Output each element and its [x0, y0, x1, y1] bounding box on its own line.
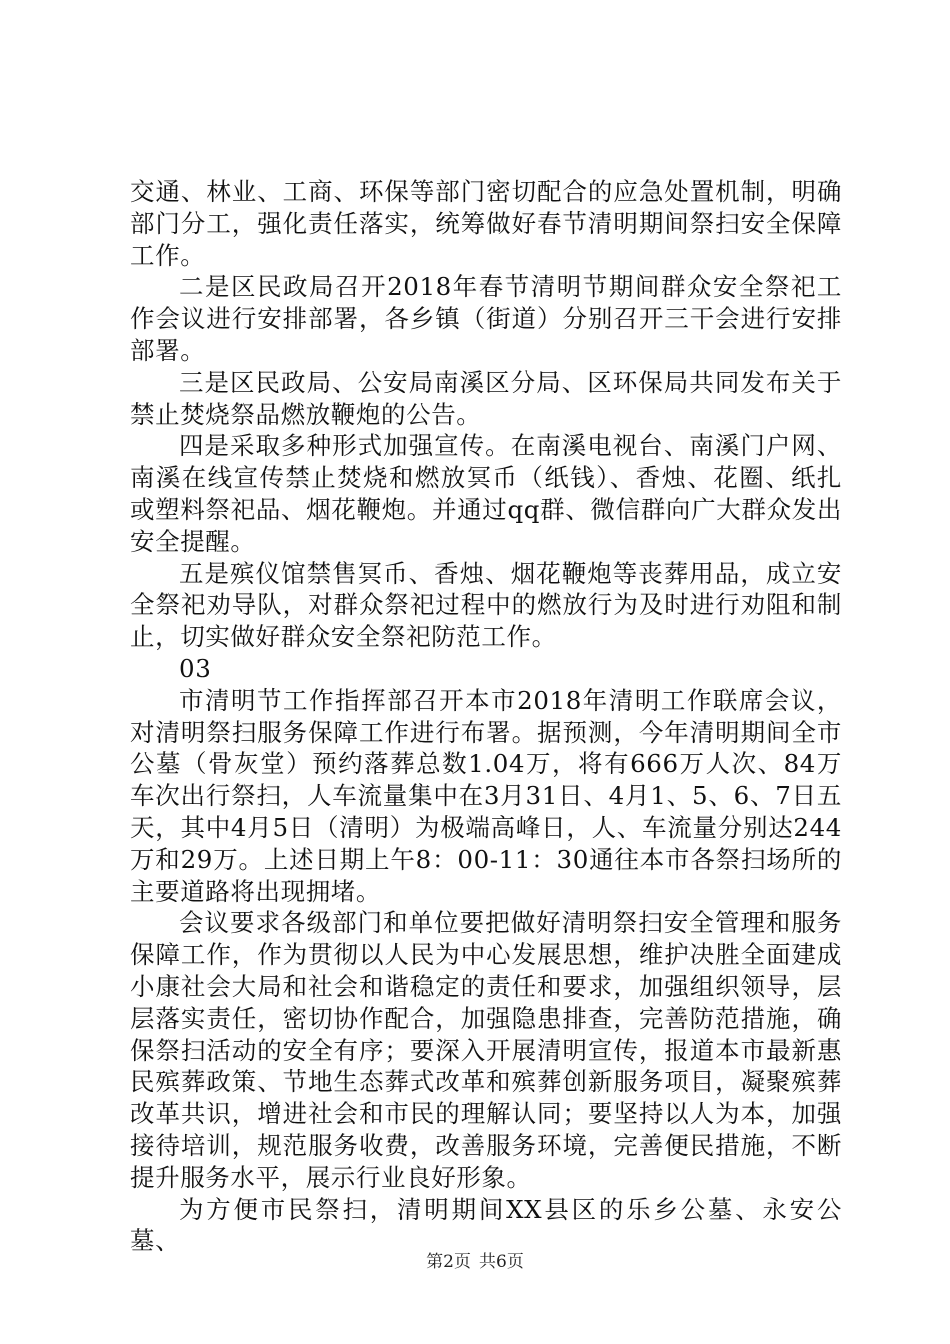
paragraph-3: 三是区民政局、公安局南溪区分局、区环保局共同发布关于禁止焚烧祭品燃放鞭炮的公告。	[130, 367, 842, 429]
page-footer	[0, 1247, 950, 1272]
paragraph-2: 二是区民政局召开2018年春节清明节期间群众安全祭祀工作会议进行安排部署，各乡镇（街道）分别召开三干会进行安排部署。	[130, 272, 842, 365]
paragraph-4: 四是采取多种形式加强宣传。在南溪电视台、南溪门户网、南溪在线宣传禁止焚烧和燃放冥币（纸钱）、香烛、花圈、纸扎或塑料祭祀品、烟花鞭炮。并通过qq群、微信群向广大群众发出安全提醒。	[130, 431, 842, 556]
paragraph-1: 交通、林业、工商、环保等部门密切配合的应急处置机制，明确部门分工，强化责任落实，统筹做好春节清明期间祭扫安全保障工作。	[130, 177, 842, 270]
paragraph-8: 为方便市民祭扫，清明期间XX县区的乐乡公墓、永安公墓、	[130, 1194, 842, 1256]
paragraph-5: 五是殡仪馆禁售冥币、香烛、烟花鞭炮等丧葬用品，成立安全祭祀劝导队，对群众祭祀过程中的燃放行为及时进行劝阻和制止，切实做好群众安全祭祀防范工作。	[130, 558, 842, 652]
page-number: 第2页	[426, 1252, 471, 1272]
paragraph-6: 市清明节工作指挥部召开本市2018年清明工作联席会议，对清明祭扫服务保障工作进行布署。据预测，今年清明期间全市公墓（骨灰堂）预约落葬总数1.04万，将有666万人次、84万车次出行祭扫，人车流量集中在3月31日、4月1、5、6、7日五天，其中4月5日（清明）为极端高峰日，人、车流量分别达244万和29万。上述日期上午8：00-11：30通往本市各祭扫场所的主要道路将出现拥堵。	[130, 685, 842, 906]
section-number: 03	[179, 653, 212, 683]
page-total: 共6页	[479, 1252, 524, 1272]
body-text	[130, 176, 842, 1257]
paragraph-7: 会议要求各级部门和单位要把做好清明祭扫安全管理和服务保障工作，作为贯彻以人民为中心发展思想，维护决胜全面建成小康社会大局和社会和谐稳定的责任和要求，加强组织领导，层层落实责任，密切协作配合，加强隐患排查，完善防范措施，确保祭扫活动的安全有序；要深入开展清明宣传，报道本市最新惠民殡葬政策、节地生态葬式改革和殡葬创新服务项目，凝聚殡葬改革共识，增进社会和市民的理解认同；要坚持以人为本，加强接待培训，规范服务收费，改善服务环境，完善便民措施，不断提升服务水平，展示行业良好形象。	[130, 908, 842, 1192]
